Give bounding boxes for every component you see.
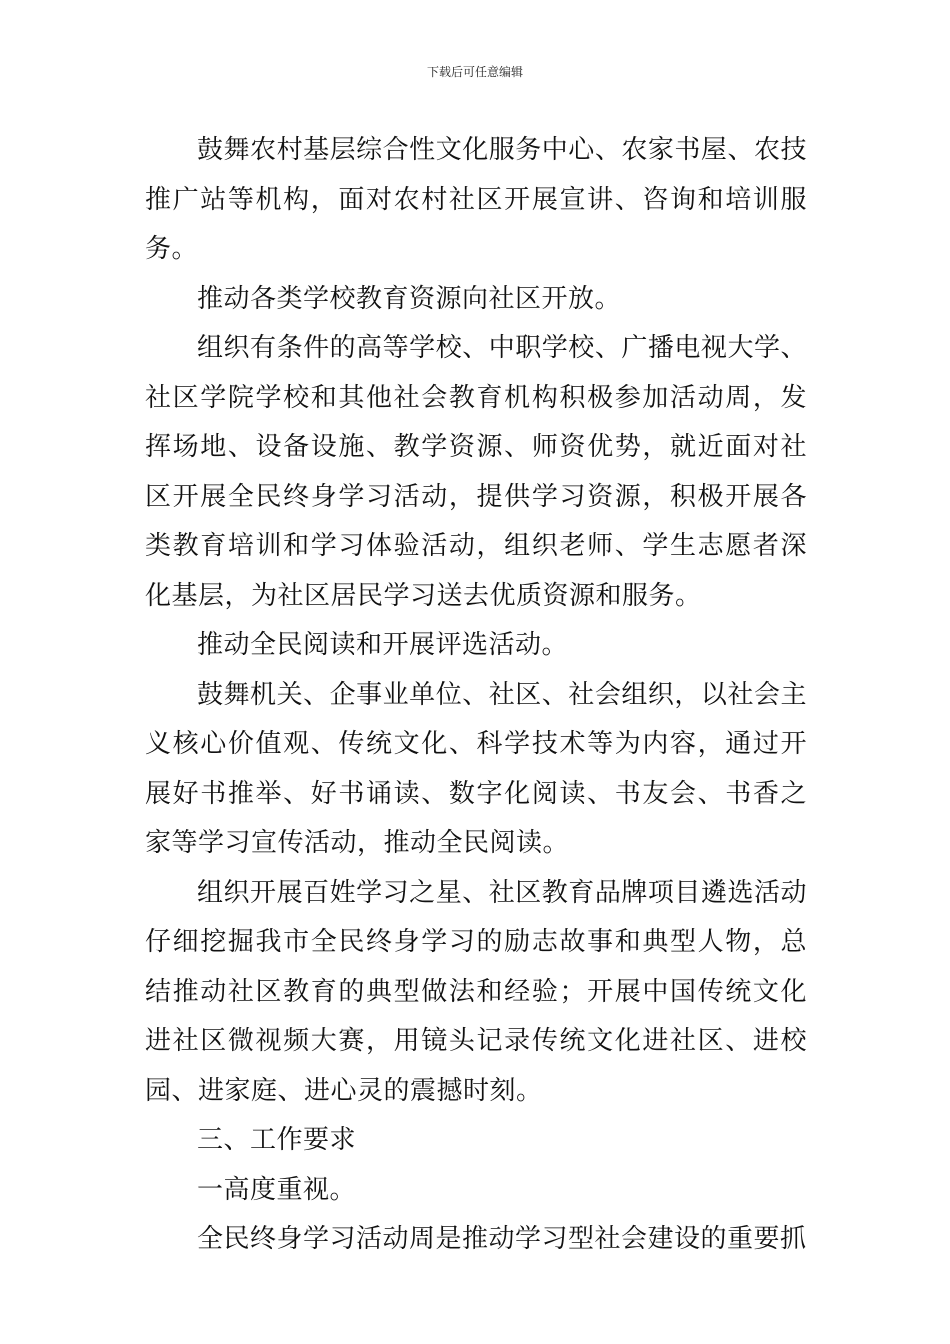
subsection-heading: 一高度重视。 [197, 1174, 357, 1205]
section-heading: 三、工作要求 [197, 1125, 357, 1155]
paragraph: 全民终身学习活动周是推动学习型社会建设的重要抓 [197, 1224, 807, 1254]
paragraph: 鼓舞机关、企事业单位、社区、社会组织，以社会主义核心价值观、传统文化、科学技术等为内容，通过开展好书推举、好书诵读、数字化阅读、书友会、书香之家等学习宣传活动，推动全民阅读。 [145, 679, 807, 858]
page-header-note: 下载后可任意编辑 [426, 65, 523, 79]
paragraph: 组织开展百姓学习之星、社区教育品牌项目遴选活动仔细挖掘我市全民终身学习的励志故事和典型人物，总结推动社区教育的典型做法和经验；开展中国传统文化进社区微视频大赛，用镜头记录传统文化进社区、进校园、进家庭、进心灵的震撼时刻。 [145, 877, 807, 1106]
paragraph: 推动各类学校教育资源向社区开放。 [197, 283, 622, 314]
paragraph: 鼓舞农村基层综合性文化服务中心、农家书屋、农技推广站等机构，面对农村社区开展宣讲、咨询和培训服务。 [145, 135, 807, 264]
paragraph: 推动全民阅读和开展评选活动。 [197, 630, 569, 660]
document-body [145, 126, 807, 1265]
paragraph: 组织有条件的高等学校、中职学校、广播电视大学、社区学院学校和其他社会教育机构积极参加活动周，发挥场地、设备设施、教学资源、师资优势，就近面对社区开展全民终身学习活动，提供学习资源，积极开展各类教育培训和学习体验活动，组织老师、学生志愿者深化基层，为社区居民学习送去优质资源和服务。 [145, 333, 807, 611]
